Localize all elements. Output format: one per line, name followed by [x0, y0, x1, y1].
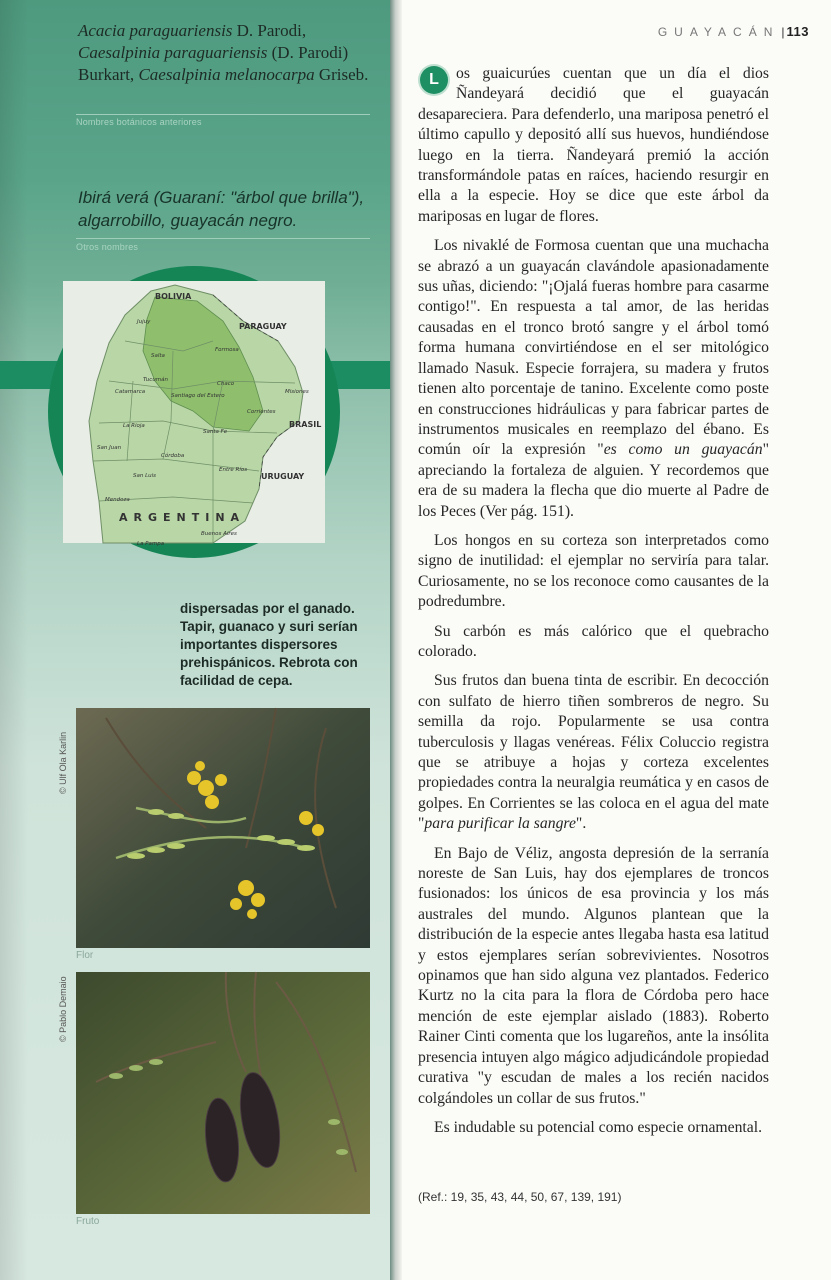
- map-label-province: Entre Ríos: [219, 467, 248, 473]
- map-label-province: La Pampa: [137, 541, 165, 547]
- map-label-province: Jujuy: [137, 319, 151, 325]
- other-names-caption: Otros nombres: [76, 242, 139, 252]
- map-label-province: Salta: [151, 353, 165, 359]
- references: (Ref.: 19, 35, 43, 44, 50, 67, 139, 191): [418, 1190, 622, 1204]
- paragraph: En Bajo de Véliz, angosta depresión de la serranía noreste de San Luis, hay dos ejemplares de troncos fusionados: los únicos de esa provincia y los más australes del mundo. Algunos plantean que la distribución de la especie antes llegaba hasta esa latitud y estos ejemplares serían sobrevivientes. Nosotros opinamos que han sido alguna vez plantados. Federico Kurtz no la cita para la flora de Córdoba pero hace mención de este ejemplar aislado (1883). Roberto Rainer Cinti comenta que los lugareños, ante la insólita presencia intuyen algo mágico adjudicándole propiedad curativa "y escudan de males a los recién nacidos colgándoles un collar de sus frutos.": [418, 844, 769, 1107]
- paragraph: [418, 64, 769, 227]
- italic-phrase: es como un guayacán: [603, 441, 763, 459]
- map-label-province: Corrientes: [247, 409, 276, 415]
- photo-credit: © Ulf Ola Karlin: [58, 731, 68, 794]
- map-label-province: Buenos Aires: [201, 531, 237, 537]
- map-label-province: Tucumán: [143, 377, 169, 383]
- map-label-province: San Juan: [97, 445, 122, 451]
- other-names: Ibirá verá (Guaraní: "árbol que brilla"), algarrobillo, guayacán negro.: [78, 188, 365, 230]
- paragraph-text: " apreciando la fortaleza de alguien. Y recordemos que era de su madera la flecha que dio muerte al Padre de los Peces (Ver pág. 151).: [418, 441, 769, 520]
- paragraph: Es indudable su potencial como especie ornamental.: [434, 1118, 763, 1136]
- botanical-name-2: Caesalpinia paraguariensis: [78, 43, 268, 62]
- map-label-province: Formosa: [215, 347, 239, 353]
- map-label-province: San Luis: [133, 473, 157, 479]
- running-head: GUAYACÁN: [657, 25, 780, 39]
- paragraph-text: ".: [575, 815, 587, 833]
- map-label-neighbor: BOLIVIA: [155, 292, 192, 301]
- divider-rule: [76, 114, 370, 115]
- map-label-neighbor: PARAGUAY: [239, 322, 287, 331]
- map-label-province: Santa Fe: [203, 429, 228, 435]
- paragraph-text: os guaicurúes cuentan que un día el dios Ñandeyará decidió que el guayacán desapareciera. Para defenderlo, una mariposa penetró el último capullo y depositó allí sus huevos, hundiéndose luego en la tierra. Ñandeyará premió la acción transformándole patas en raíces, haciendo resurgir en ella a la especie. Hoy se dice que este árbol da mariposas en lugar de flores.: [418, 65, 769, 225]
- botanical-caption: Nombres botánicos anteriores: [76, 117, 202, 127]
- left-sidebar-panel: [0, 0, 394, 1280]
- divider-rule: [76, 238, 370, 239]
- paragraph-text: Los nivaklé de Formosa cuentan que una muchacha se abrazó a un guayacán clavándole apasionadamente sus uñas, diciendo: "¡Ojalá fueras hombre para casarme contigo!". En respuesta a tal amor, de las heridas causadas en el tronco brotó sangre y el árbol tomó forma humana convirtiéndose en el ser mitológico llamado Nasuk. Especie forrajera, su madera y frutos tienen alto porcentaje de tanino. Excelente como poste en construcciones hidráulicas y para fabricar partes de instrumentos musicales en reemplazo del ébano. Es común oír la expresión ": [418, 237, 769, 459]
- botanical-names: [78, 20, 378, 86]
- map-label-province: Catamarca: [115, 389, 146, 395]
- page-header: [658, 24, 809, 39]
- paragraph: [418, 671, 769, 834]
- fruit-illustration: [76, 972, 370, 1214]
- distribution-map: [63, 281, 325, 547]
- paragraph-text: Sus frutos dan buena tinta de escribir. En decocción con sulfato de hierro tiñen sombreros de negro. Su semilla da rojo. Popularmente se usa contra tuberculosis y llagas venéreas. Félix Coluccio registra que se atribuye a hojas y corteza excelentes propiedades contra la neuralgia reumática y en casos de golpes. En Corrientes se las coloca en el agua del mate ": [418, 672, 769, 833]
- paragraph: Su carbón es más calórico que el quebracho colorado.: [418, 622, 769, 660]
- gutter-shade: [0, 0, 28, 1280]
- map-label-province: Santiago del Estero: [171, 393, 225, 399]
- header-separator: |: [781, 25, 785, 39]
- map-label-country: ARGENTINA: [119, 511, 246, 524]
- map-label-province: Chaco: [217, 381, 235, 387]
- article-body: [418, 64, 769, 1147]
- botanical-author-3: Griseb.: [314, 65, 369, 84]
- paragraph: [418, 236, 769, 522]
- page-number: 113: [786, 24, 809, 39]
- botanical-name-3: Caesalpinia melanocarpa: [138, 65, 315, 84]
- botanical-author-1: D. Parodi,: [232, 21, 307, 40]
- photo-caption: Fruto: [76, 1216, 100, 1227]
- drop-cap: L: [420, 66, 448, 94]
- map-label-province: Córdoba: [161, 453, 185, 459]
- paragraph: Los hongos en su corteza son interpretados como signo de inutilidad: el ejemplar no serviría para talar. Curiosamente, no se los reconoce como causantes de la podredumbre.: [418, 531, 769, 611]
- map-label-neighbor: URUGUAY: [261, 472, 305, 481]
- botanical-author-2: (D. Parodi) Burkart,: [78, 43, 349, 84]
- map-label-province: La Rioja: [123, 423, 145, 429]
- map-label-province: Mendoza: [105, 497, 130, 503]
- photo-caption: Flor: [76, 950, 94, 961]
- book-spine: [390, 0, 402, 1280]
- italic-phrase: para purificar la sangre: [424, 815, 576, 833]
- photo-fruit: [76, 972, 370, 1214]
- dispersal-text: dispersadas por el ganado. Tapir, guanaco y suri serían importantes dispersores prehispánicos. Rebrota con facilidad de cepa.: [180, 601, 358, 688]
- photo-credit: © Pablo Demaio: [58, 976, 68, 1042]
- map-label-neighbor: BRASIL: [289, 420, 322, 429]
- flower-illustration: [76, 708, 370, 948]
- map-label-province: Misiones: [285, 389, 309, 395]
- map-svg: [63, 281, 325, 547]
- photo-flower: [76, 708, 370, 948]
- botanical-name-1: Acacia paraguariensis: [78, 21, 233, 40]
